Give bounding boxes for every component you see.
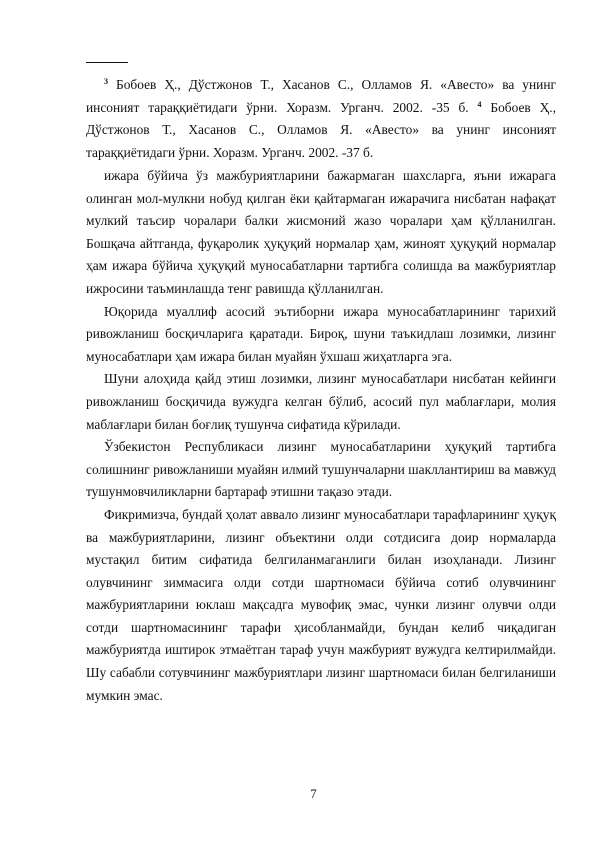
body-paragraph-4: Ўзбекистон Республикаси лизинг муносабатларини ҳуқуқий тартибга солишнинг ривожланиши муайян илмий тушунчаларни шакллантириш ва мавжуд тушунмовчиликларни бартараф этишни тақазо этади. [86,439,556,500]
body-paragraph-1: ижара бўйича ўз мажбуриятларини бажармаган шахсларга, яъни ижарага олинган мол-мулкни нобуд қилган ёки қайтармаган ижарачига нисбатан нафақат мулкий таъсир чоралари балки жисмоний жазо чоралари ҳам қўлланилган. Бошқача айтганда, фуқаролик ҳуқуқий нормалар ҳам, жиноят ҳуқуқий нормалар ҳам ижара бўйича ҳуқуқий муносабатларни тартибга солишда ва мажбуриятлар ижросини таъминлашда тенг равишда қўлланилган. [86,168,556,296]
body-paragraph-5: Фикримизча, бундай ҳолат аввало лизинг муносабатлари тарафларининг ҳуқуқ ва мажбуриятларини, лизинг объектини олди сотдисига доир нормаларда мустақил битим сифатида белгиланмаганлиги билан изоҳланади. Лизинг олувчининг зиммасига олди сотди шартномаси бўйича сотиб олувчининг мажбуриятларини юклаш мақсадга мувофиқ эмас, чунки лизинг олувчи олди сотди шартномасининг тарафи ҳисобланмайди, бундан келиб чиқадиган мажбуриятда иштирок этмаётган тараф учун мажбурият вужудга келтирилмайди. Шу сабабли сотувчининг мажбуриятлари лизинг шартномаси билан белгиланиши мумкин эмас. [86,506,556,703]
footnote-marker-3: 3 [104,77,108,86]
footnote-3-text: Бобоев Ҳ., Дўстжонов Т., Хасанов С., Олламов Я. «Авесто» ва унинг инсоният тараққиётидаги ўрни. Хоразм. Урганч. 2002. -35 б. [86,77,556,115]
body-paragraph-2: Юқорида муаллиф асосий эътиборни ижара муносабатларининг тарихий ривожланиш босқичларига қаратади. Бироқ, шуни таъкидлаш лозимки, лизинг муносабатлари ҳам ижара билан муайян ўхшаш жиҳатларга эга. [86,303,556,364]
page-number: 7 [310,787,317,801]
body-paragraph-3: Шуни алоҳида қайд этиш лозимки, лизинг муносабатлари нисбатан кейинги ривожланиш босқичида вужудга келган бўлиб, асосий пул маблағлари, молия маблағлари билан боғлиқ тушунча сифатида кўрилади. [86,371,556,432]
footnote-block [86,74,556,164]
footnote-marker-4: 4 [477,99,482,109]
page-content [86,62,556,707]
footnote-4-text: Бобоев Ҳ., Дўстжонов Т., Хасанов С., Олламов Я. «Авесто» ва унинг инсоният тараққиётидаги ўрни. Хоразм. Урганч. 2002. -37 б. [86,99,556,160]
footnote-separator [86,62,128,63]
